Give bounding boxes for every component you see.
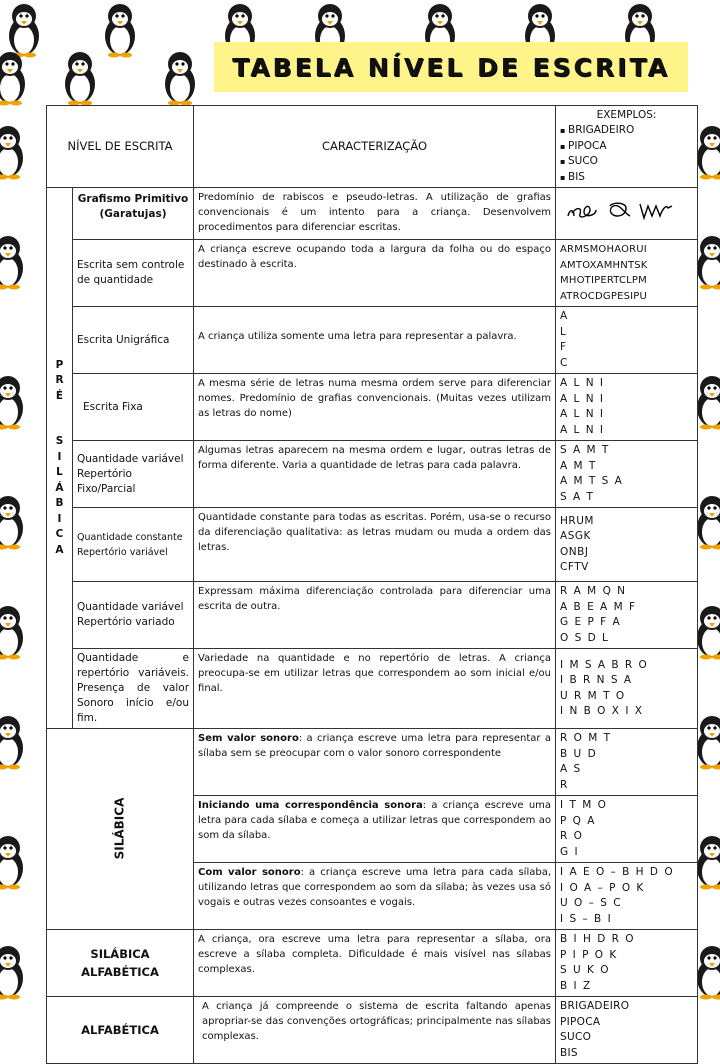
list-item: ▪ SUCO	[560, 154, 693, 170]
level-quantidade-variavel-variado: Quantidade variável Repertório variado	[73, 582, 194, 649]
scribble-drawing	[560, 194, 690, 228]
desc-silabica-alfabetica: A criança, ora escreve uma letra para representar a sílaba, ora escreve a sílaba completa. Dificuldade é mais visível nas sílabas complexas.	[194, 930, 556, 997]
desc-quantidade-variavel-fixo: Algumas letras aparecem na mesma ordem e lugar, outras letras de forma diferente. Varia a quantidade de letras para cada palavra.	[194, 441, 556, 508]
list-item: ▪ BIS	[560, 170, 693, 186]
table-row	[47, 188, 698, 240]
level-grafismo-primitivo: Grafismo Primitivo (Garatujas)	[73, 188, 194, 240]
examples-quantidade-variavel-fixo: S A M T A M T A M T S A S A T	[556, 441, 698, 508]
silabica-label-cell	[47, 729, 194, 930]
desc-quantidade-constante: Quantidade constante para todas as escritas. Porém, usa-se o recurso da diferenciação qualitativa: as letras mudam ou muda a ordem das letras.	[194, 508, 556, 582]
examples-quantidade-variavel-variado: R A M Q N A B E A M F G E P F A O S D L	[556, 582, 698, 649]
table-row	[47, 374, 698, 441]
examples-escrita-unigrafica: A L F C	[556, 307, 698, 374]
desc-escrita-fixa: A mesma série de letras numa mesma ordem serve para diferenciar nomes. Predomínio de grafias convencionais. (Muitas vezes utilizam as letras do nome)	[194, 374, 556, 441]
header-exemplos-label: EXEMPLOS:	[596, 109, 657, 121]
list-item: ▪ PIPOCA	[560, 139, 693, 155]
desc-iniciando-correspondencia: Iniciando uma correspondência sonora: a criança escreve uma letra para cada sílaba e começa a utilizar letras que correspondem ao som da sílaba.	[194, 796, 556, 863]
table-header-row	[47, 106, 698, 188]
desc-alfabetica: A criança já compreende o sistema de escrita faltando apenas apropriar-se das convenções ortográficas; principalmente nas sílabas complexas.	[194, 997, 556, 1064]
penguin-column-left	[0, 126, 23, 1000]
desc-com-valor-sonoro: Com valor sonoro: a criança escreve uma letra para cada sílaba, utilizando letras que correspondem ao som da sílaba; às vezes usa só vogais e outras vezes consoantes e vogais.	[194, 863, 556, 930]
pre-silabica-vertical-label: P R É S I L Á B I C A	[47, 188, 73, 729]
examples-com-valor-sonoro: I A E O – B H D O I O A – P O K U O – S C I S – B I	[556, 863, 698, 930]
level-quantidade-constante: Quantidade constante Repertório variável	[73, 508, 194, 582]
silabica-alfabetica-label: SILÁBICA ALFABÉTICA	[47, 930, 194, 997]
examples-iniciando-correspondencia: I T M O P Q A R O G I	[556, 796, 698, 863]
header-exemplos	[556, 106, 698, 188]
table-row	[47, 649, 698, 729]
writing-level-table	[46, 105, 698, 1064]
examples-quantidade-constante: HRUM ASGK ONBJ CFTV	[556, 508, 698, 582]
desc-escrita-sem-controle: A criança escreve ocupando toda a largura da folha ou do espaço destinado à escrita.	[194, 240, 556, 307]
page-title-banner	[214, 42, 688, 92]
penguin-column-right	[697, 126, 720, 1000]
table-row	[47, 930, 698, 997]
level-escrita-fixa: Escrita Fixa	[73, 374, 194, 441]
desc-grafismo-primitivo: Predomínio de rabiscos e pseudo-letras. A utilização de grafias convencionais é um intento para a criança. Desenvolvem procedimentos para diferenciar escritas.	[194, 188, 556, 240]
header-exemplos-list	[560, 123, 693, 185]
level-escrita-unigrafica: Escrita Unigráfica	[73, 307, 194, 374]
header-nivel: NÍVEL DE ESCRITA	[47, 106, 194, 188]
list-item: ▪ BRIGADEIRO	[560, 123, 693, 139]
table-row	[47, 307, 698, 374]
desc-sem-valor-sonoro: Sem valor sonoro: a criança escreve uma letra para representar a sílaba sem se preocupar com o valor sonoro correspondente	[194, 729, 556, 796]
examples-escrita-sem-controle: ARMSMOHAORUI AMTOXAMHNTSK MHOTIPERTCLPM ATROCDGPESIPU	[556, 240, 698, 307]
table-row	[47, 997, 698, 1064]
desc-escrita-unigrafica: A criança utiliza somente uma letra para representar a palavra.	[194, 307, 556, 374]
table-row	[47, 508, 698, 582]
examples-silabica-alfabetica: B I H D R O P I P O K S U K O B I Z	[556, 930, 698, 997]
examples-escrita-fixa: A L N I A L N I A L N I A L N I	[556, 374, 698, 441]
desc-quantidade-variavel-variado: Expressam máxima diferenciação controlada para diferenciar uma escrita de outra.	[194, 582, 556, 649]
example-scribble	[556, 188, 698, 240]
examples-quantidade-repertorio-variaveis: I M S A B R O I B R N S A U R M T O I N B O X I X	[556, 649, 698, 729]
level-quantidade-repertorio-variaveis: Quantidade e repertório variáveis. Presença de valor Sonoro início e/ou fim.	[73, 649, 194, 729]
page-title: TABELA NÍVEL DE ESCRITA	[232, 52, 670, 82]
header-caracterizacao: CARACTERIZAÇÃO	[194, 106, 556, 188]
examples-sem-valor-sonoro: R O M T B U D A S R	[556, 729, 698, 796]
level-escrita-sem-controle: Escrita sem controle de quantidade	[73, 240, 194, 307]
table-row	[47, 582, 698, 649]
silabica-label: SILÁBICA	[112, 797, 127, 860]
table-row	[47, 240, 698, 307]
table-row	[47, 441, 698, 508]
alfabetica-label: ALFABÉTICA	[47, 997, 194, 1064]
examples-alfabetica: BRIGADEIRO PIPOCA SUCO BIS	[556, 997, 698, 1064]
desc-quantidade-repertorio-variaveis: Variedade na quantidade e no repertório de letras. A criança preocupa-se em utilizar letras que correspondem ao som inicial e/ou final.	[194, 649, 556, 729]
table-row	[47, 729, 698, 796]
level-quantidade-variavel-fixo: Quantidade variável Repertório Fixo/Parcial	[73, 441, 194, 508]
